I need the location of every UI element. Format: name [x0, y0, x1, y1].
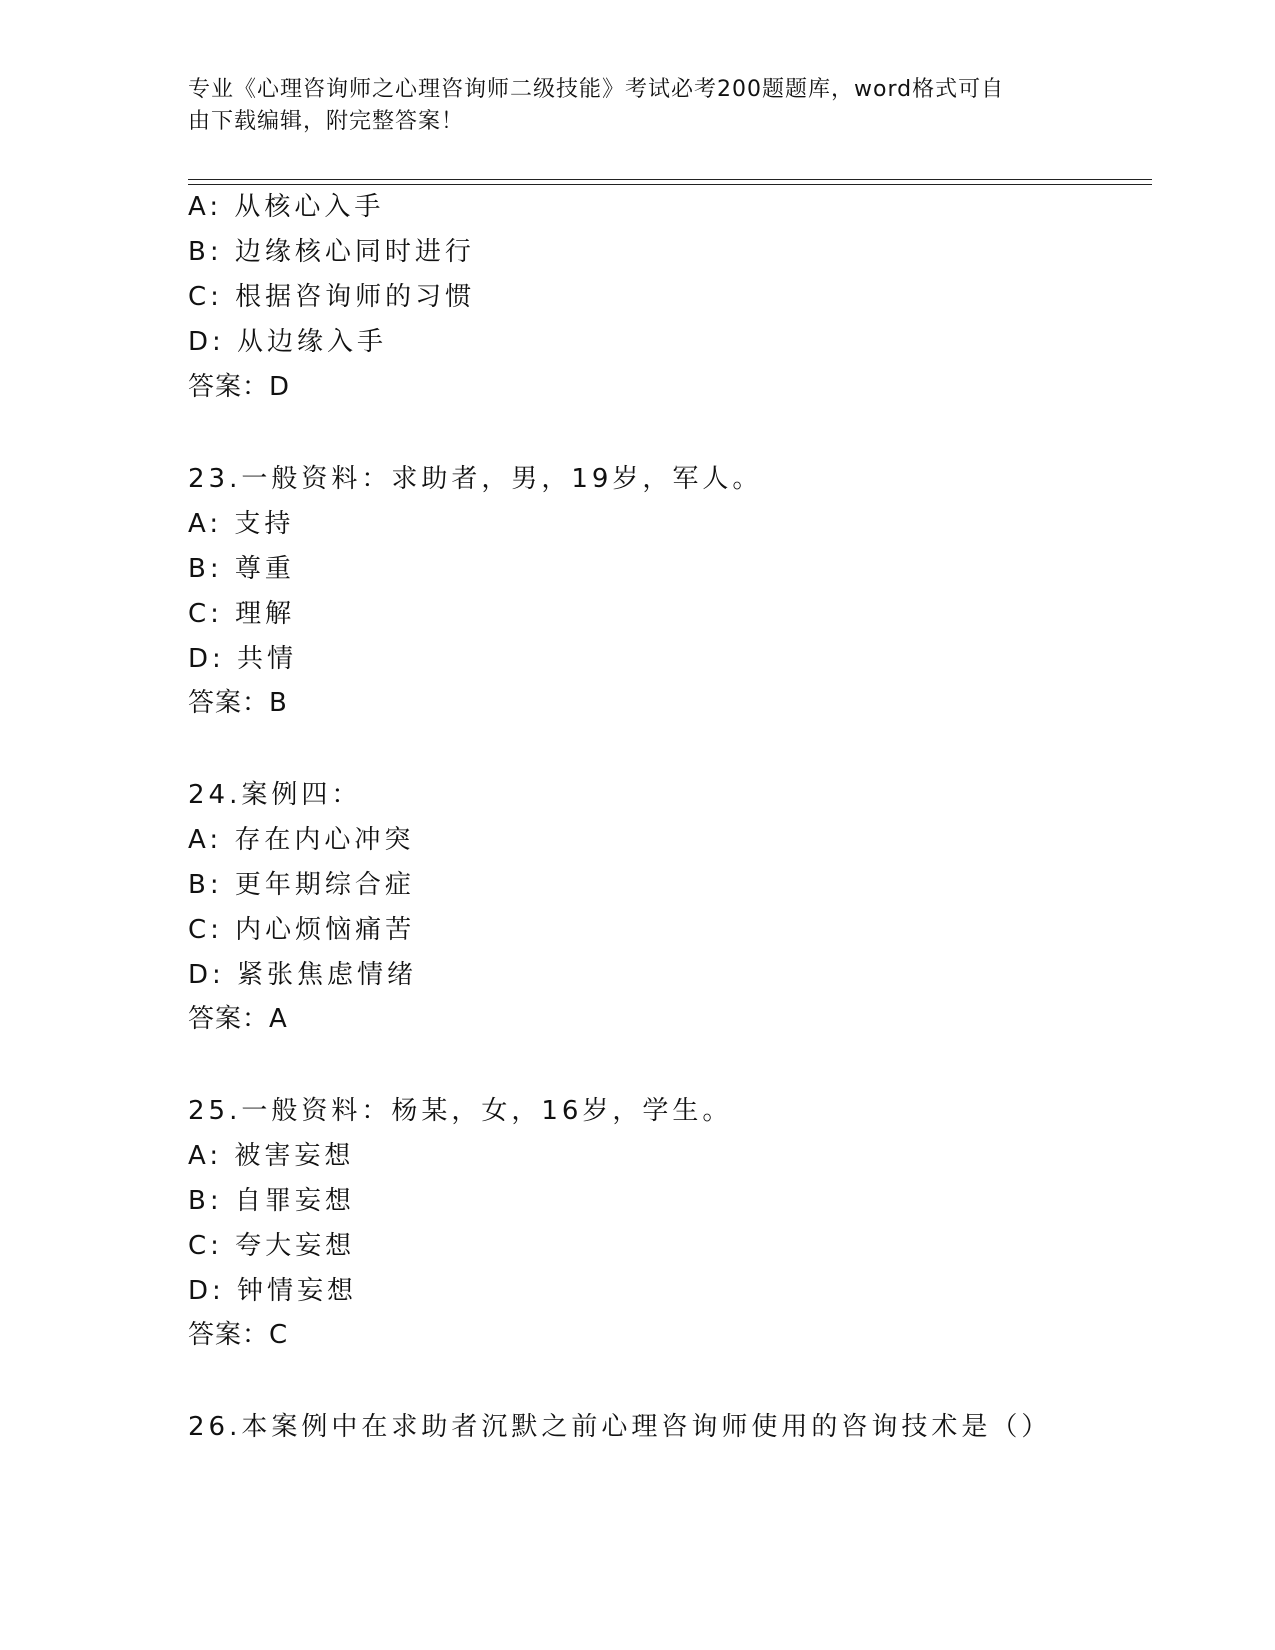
q25-option-a: A: 被害妄想 [188, 1141, 355, 1171]
q25-option-c: C: 夸大妄想 [188, 1231, 356, 1261]
q22-option-a: A: 从核心入手 [188, 192, 385, 222]
q24-option-d: D: 紧张焦虑情绪 [188, 960, 418, 990]
q23-option-d: D: 共情 [188, 644, 298, 674]
q23-question: 23.一般资料：求助者，男，19岁，军人。 [188, 464, 763, 494]
q24-question: 24.案例四： [188, 780, 362, 810]
header-rule-top [188, 179, 1152, 180]
q23-answer: 答案：B [188, 688, 288, 718]
q25-question: 25.一般资料：杨某，女，16岁，学生。 [188, 1096, 733, 1126]
q22-option-b: B: 边缘核心同时进行 [188, 237, 475, 267]
q25-answer: 答案：C [188, 1320, 289, 1350]
q23-option-b: B: 尊重 [188, 554, 295, 584]
q24-option-a: A: 存在内心冲突 [188, 825, 415, 855]
header-line-1: 专业《心理咨询师之心理咨询师二级技能》考试必考200题题库，word格式可自 [188, 77, 1005, 102]
q24-answer: 答案：A [188, 1004, 288, 1034]
q25-option-d: D: 钟情妄想 [188, 1276, 358, 1306]
q22-option-d: D: 从边缘入手 [188, 327, 388, 357]
q24-option-b: B: 更年期综合症 [188, 870, 415, 900]
q22-option-c: C: 根据咨询师的习惯 [188, 282, 476, 312]
document-header [188, 74, 1068, 138]
q23-option-c: C: 理解 [188, 599, 296, 629]
header-line-2: 由下载编辑，附完整答案！ [188, 109, 465, 134]
q25-option-b: B: 自罪妄想 [188, 1186, 355, 1216]
header-rule-bottom [188, 184, 1152, 185]
q24-option-c: C: 内心烦恼痛苦 [188, 915, 416, 945]
q22-answer: 答案：D [188, 372, 291, 402]
q26-question: 26.本案例中在求助者沉默之前心理咨询师使用的咨询技术是（） [188, 1412, 1052, 1442]
q23-option-a: A: 支持 [188, 509, 295, 539]
